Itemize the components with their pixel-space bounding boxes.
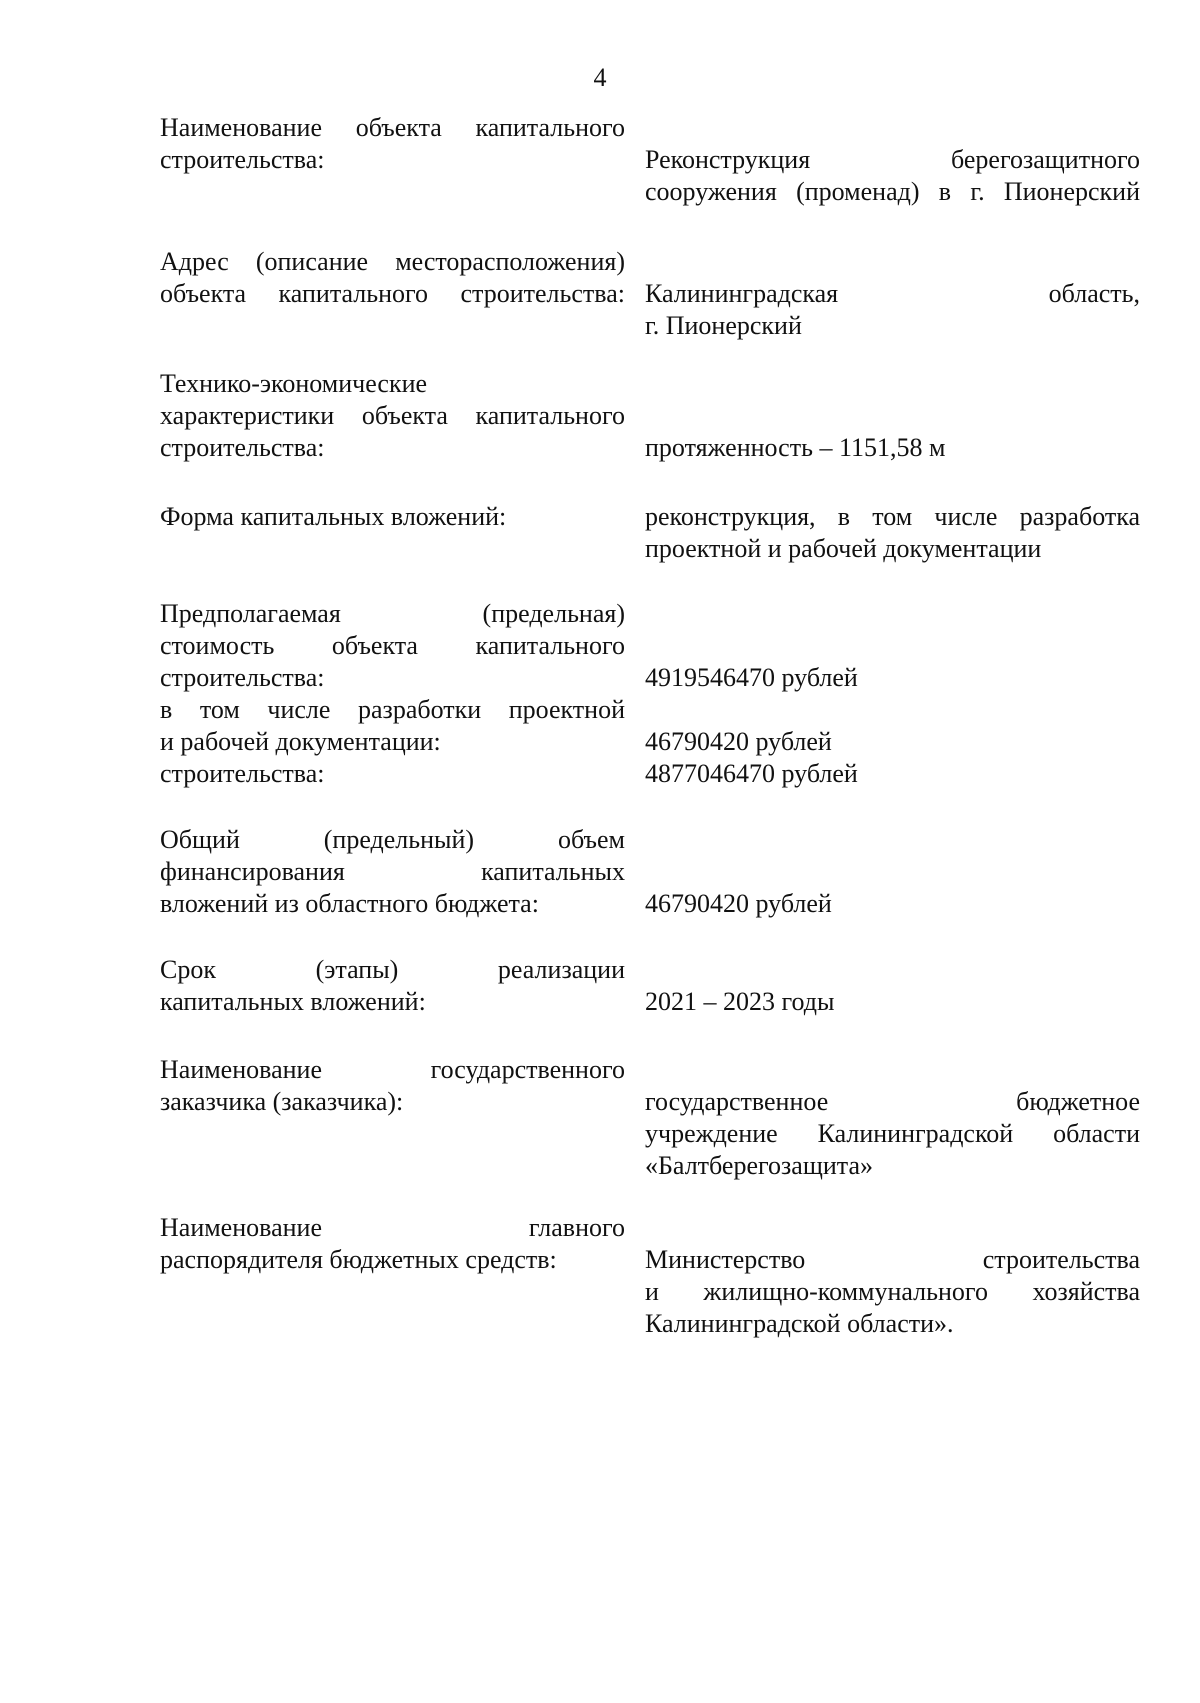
value-line: Калининградская область,: [645, 279, 1140, 308]
label-line: вложений из областного бюджета:: [160, 889, 539, 918]
label-line: стоимость объекта капитального: [160, 631, 625, 660]
label-line: распорядителя бюджетных средств:: [160, 1245, 557, 1274]
label-line: Срок (этапы) реализации: [160, 955, 625, 984]
label-line: Адрес (описание месторасположения): [160, 247, 625, 276]
label-line: Наименование главного: [160, 1213, 625, 1242]
label-line: объекта капитального строительства:: [160, 279, 625, 308]
label-line: Предполагаемая (предельная): [160, 599, 625, 628]
label-line: строительства:: [160, 433, 325, 462]
value-line: протяженность – 1151,58 м: [645, 433, 946, 462]
label-line: заказчика (заказчика):: [160, 1087, 404, 1116]
label-line: Форма капитальных вложений:: [160, 502, 507, 531]
value-line: 2021 – 2023 годы: [645, 987, 835, 1016]
label-line: Наименование объекта капитального: [160, 113, 625, 142]
page-number: 4: [593, 63, 607, 92]
value-line: и жилищно-коммунального хозяйства: [645, 1277, 1140, 1306]
value-line: г. Пионерский: [645, 311, 802, 340]
value-line: 46790420 рублей: [645, 889, 832, 918]
label-line: капитальных вложений:: [160, 987, 426, 1016]
label-line: финансирования капитальных: [160, 857, 625, 886]
label-line: в том числе разработки проектной: [160, 695, 625, 724]
label-line: строительства:: [160, 663, 325, 692]
label-line: Наименование государственного: [160, 1055, 625, 1084]
label-line: Технико-экономические: [160, 369, 428, 398]
value-line: 46790420 рублей: [645, 727, 832, 756]
label-line: и рабочей документации:: [160, 727, 441, 756]
label-line: Общий (предельный) объем: [160, 825, 625, 854]
value-line: сооружения (променад) в г. Пионерский: [645, 177, 1140, 206]
value-line: 4877046470 рублей: [645, 759, 858, 788]
value-line: государственное бюджетное: [645, 1087, 1140, 1116]
label-line: строительства:: [160, 759, 325, 788]
value-line: «Балтберегозащита»: [645, 1151, 873, 1180]
value-line: Реконструкция берегозащитного: [645, 145, 1140, 174]
value-line: Калининградской области».: [645, 1309, 954, 1338]
value-line: проектной и рабочей документации: [645, 534, 1042, 563]
value-line: реконструкция, в том числе разработка: [645, 502, 1140, 531]
label-line: характеристики объекта капитального: [160, 401, 625, 430]
label-line: строительства:: [160, 145, 325, 174]
value-line: Министерство строительства: [645, 1245, 1140, 1274]
value-line: учреждение Калининградской области: [645, 1119, 1140, 1148]
value-line: 4919546470 рублей: [645, 663, 858, 692]
